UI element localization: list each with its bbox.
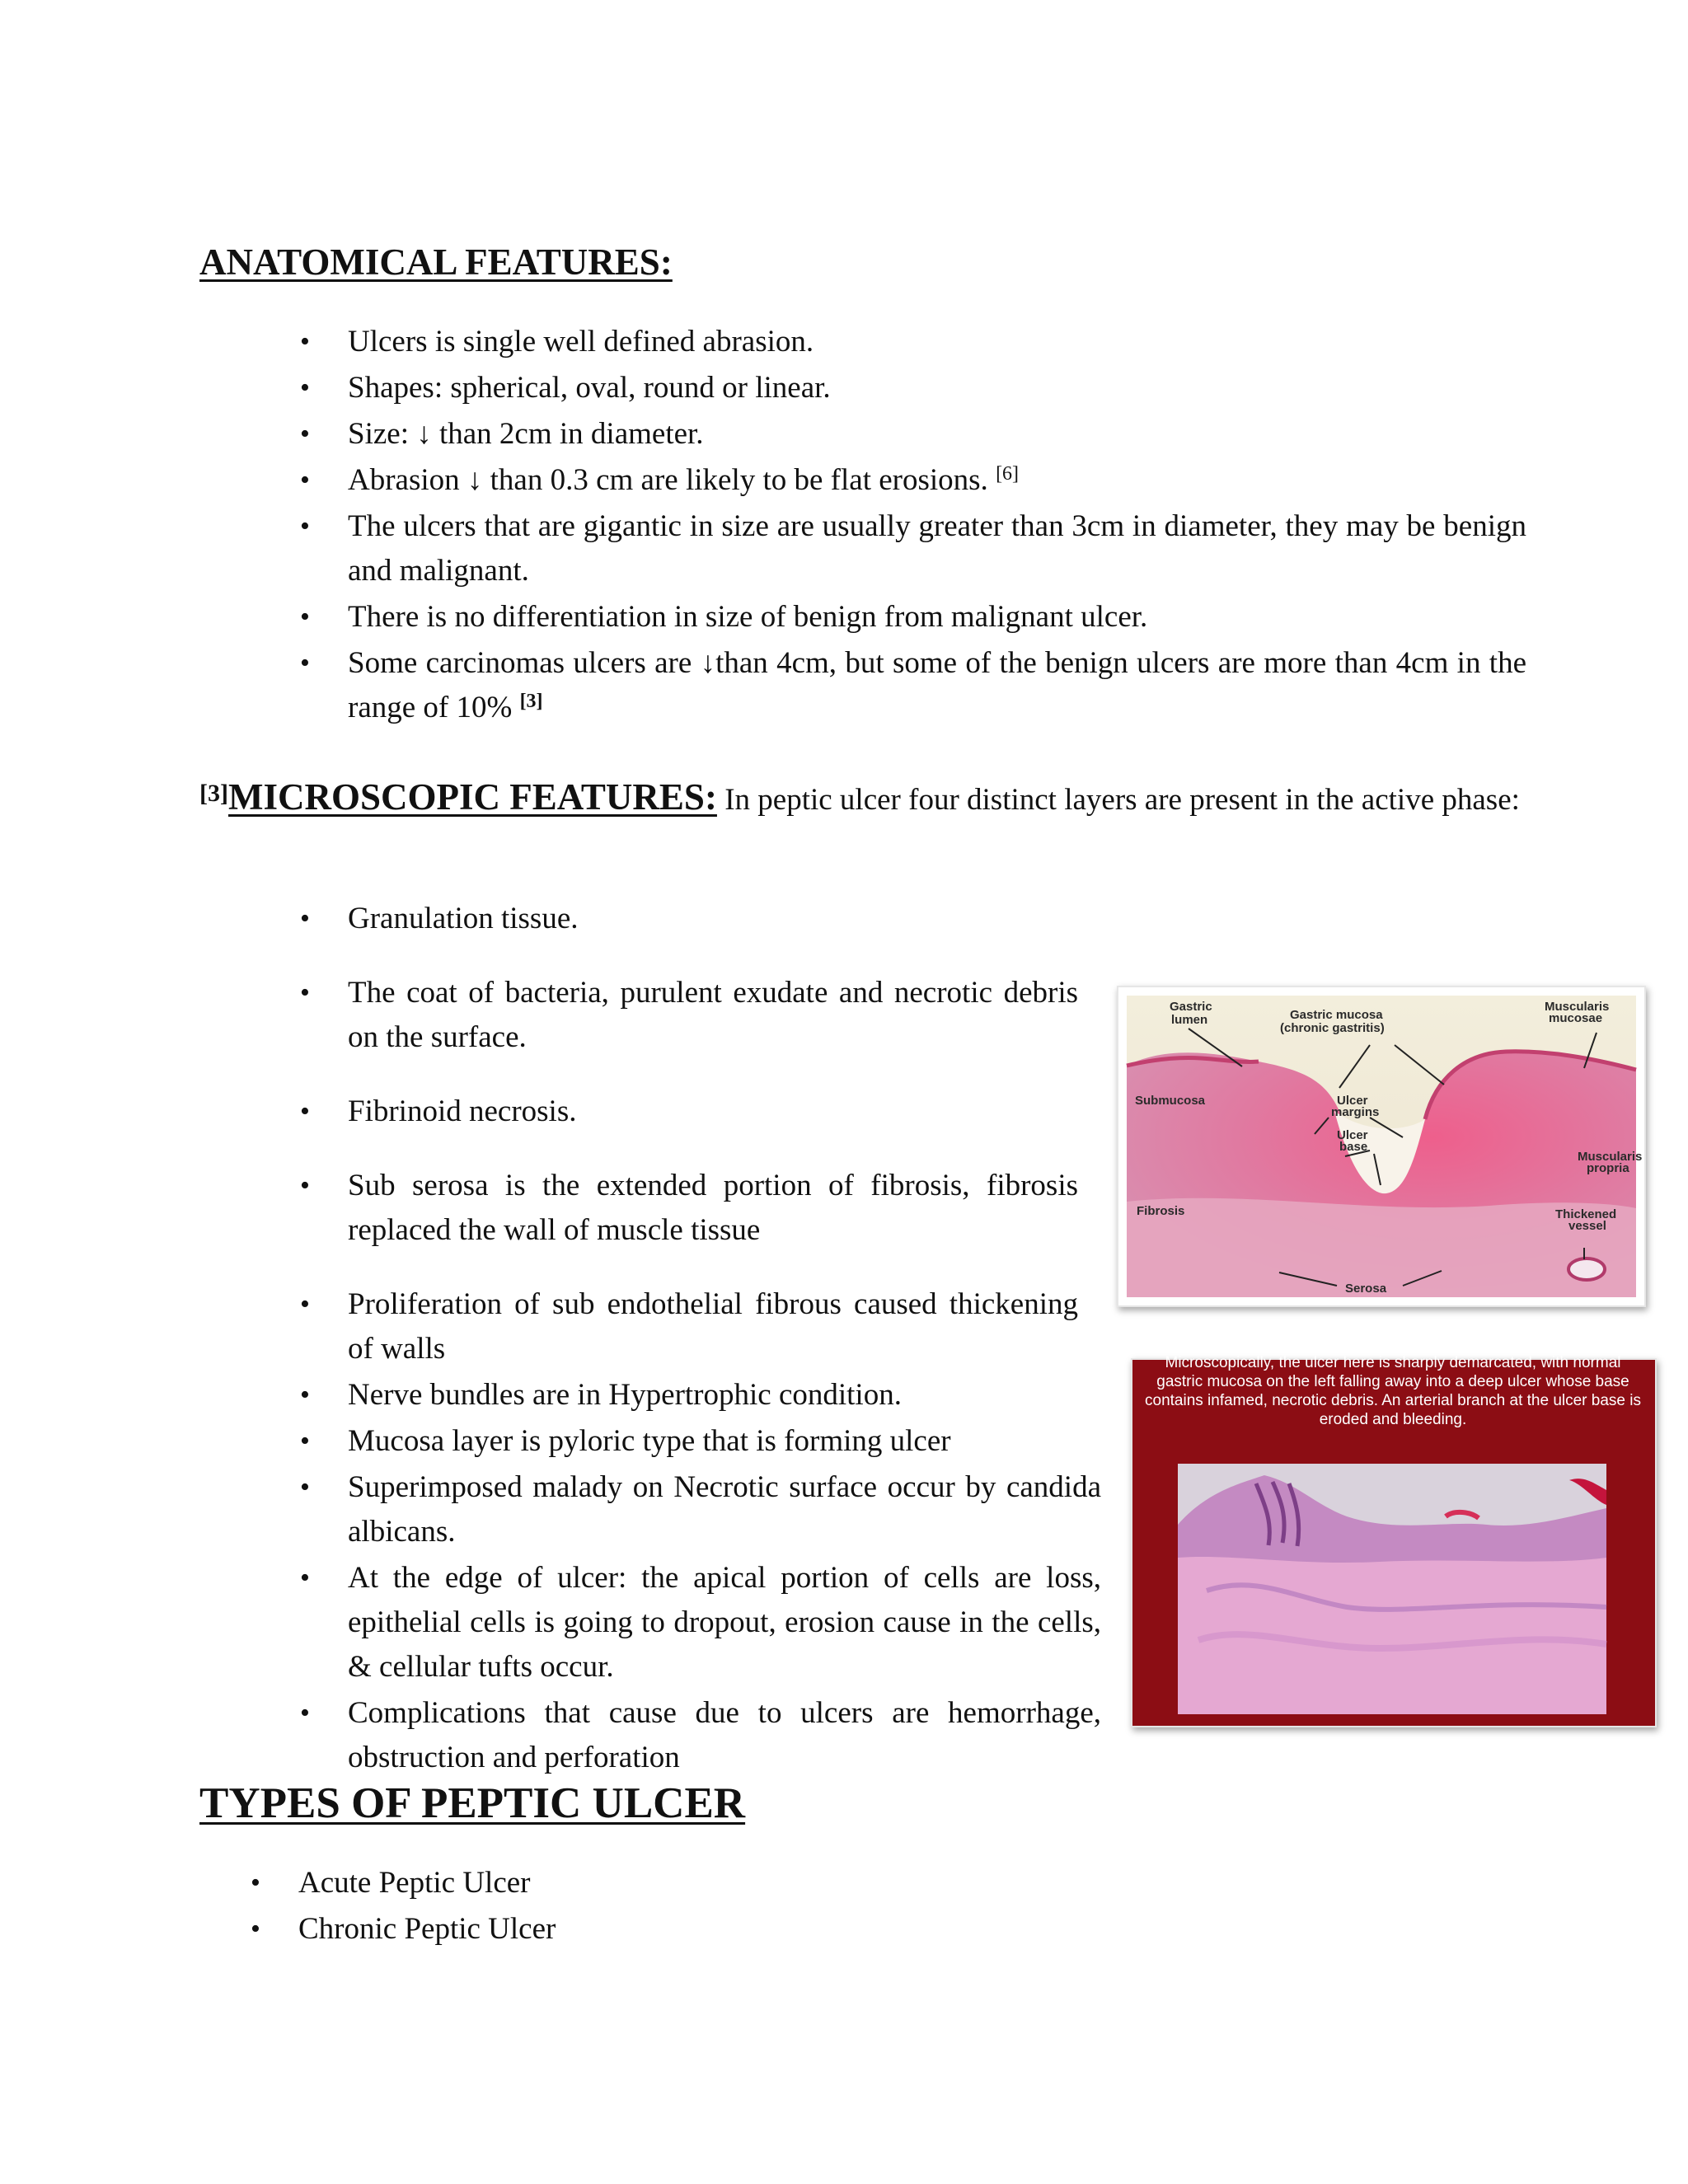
bullet-icon: • [300, 1096, 310, 1127]
label-muscularis-mucosae-2: mucosae [1549, 1011, 1603, 1025]
label-ulcer-margins: Ulcer [1337, 1094, 1368, 1108]
figure2-caption: Microscopically, the ulcer here is sharply demarcated, with normal gastric mucosa on the left falling away into a deep ulcer whose base contains infamed, necrotic debris. An arterial branch at the ulcer base is eroded and bleeding. [1145, 1354, 1641, 1428]
bullet-icon: • [300, 1472, 310, 1502]
label-ulcer-base: Ulcer [1337, 1128, 1368, 1142]
list-item: • Superimposed malady on Necrotic surface occur by candida albicans. [348, 1465, 1101, 1554]
bullet-icon: • [300, 511, 310, 541]
microscopic-ulcer-image [1132, 1360, 1655, 1726]
list-item: • There is no differentiation in size of benign from malignant ulcer. [348, 595, 1526, 640]
microscopic-intro: In peptic ulcer four distinct layers are present in the active phase: [716, 783, 1520, 817]
list-item: • Size: ↓ than 2cm in diameter. [348, 412, 1526, 457]
bullet-icon: • [251, 1868, 260, 1898]
list-item: • Abrasion ↓ than 0.3 cm are likely to be flat erosions. [6] [348, 458, 1526, 503]
label-muscularis-propria: Muscularis [1578, 1150, 1643, 1164]
list-item: • The ulcers that are gigantic in size are usually greater than 3cm in diameter, they may be benign and malignant. [348, 504, 1526, 593]
bullet-icon: • [300, 903, 310, 934]
bullet-icon: • [300, 419, 310, 449]
bullet-icon: • [300, 373, 310, 403]
list-item: • Shapes: spherical, oval, round or linear. [348, 366, 1526, 410]
label-gastric-mucosa: Gastric mucosa [1290, 1008, 1383, 1022]
list-item: • Ulcers is single well defined abrasion. [348, 320, 1526, 364]
bullet-icon: • [300, 602, 310, 632]
bullet-icon: • [300, 1698, 310, 1728]
bullet-icon: • [300, 465, 310, 495]
list-item: • Sub serosa is the extended portion of fibrosis, fibrosis replaced the wall of muscle tissue [348, 1164, 1078, 1253]
microscopic-paragraph [199, 775, 1526, 823]
bullet-icon: • [300, 1170, 310, 1201]
bullet-icon: • [300, 977, 310, 1008]
bullet-icon: • [300, 1289, 310, 1319]
list-item: • Some carcinomas ulcers are ↓than 4cm, but some of the benign ulcers are more than 4cm in the range of 10% [3] [348, 641, 1526, 730]
label-ulcer-base-2: base [1339, 1140, 1368, 1154]
reference-mark: [3] [199, 780, 228, 807]
list-item: • The coat of bacteria, purulent exudate and necrotic debris on the surface. [348, 971, 1078, 1060]
reference-mark: [3] [519, 691, 543, 712]
bullet-icon: • [251, 1914, 260, 1944]
types-heading: TYPES OF PEPTIC ULCER [199, 1779, 746, 1827]
bullet-icon: • [300, 648, 310, 678]
types-list [251, 1861, 1040, 1952]
label-serosa: Serosa [1345, 1282, 1387, 1296]
bullet-icon: • [300, 1563, 310, 1593]
list-item: • Complications that cause due to ulcers are hemorrhage, obstruction and perforation [348, 1691, 1101, 1780]
list-item: • Chronic Peptic Ulcer [298, 1907, 1040, 1952]
microscopic-ulcer-figure [1131, 1354, 1657, 1727]
label-thickened-vessel: Thickened [1555, 1207, 1617, 1221]
label-thickened-vessel-2: vessel [1568, 1219, 1606, 1233]
label-gastric-mucosa-2: (chronic gastritis) [1280, 1021, 1385, 1035]
label-submucosa: Submucosa [1135, 1094, 1206, 1108]
list-item: • Nerve bundles are in Hypertrophic condition. [348, 1373, 1448, 1418]
reference-mark: [6] [996, 463, 1020, 485]
label-muscularis-propria-2: propria [1587, 1161, 1629, 1175]
anatomical-list [300, 320, 1526, 730]
list-item: • Proliferation of sub endothelial fibrous caused thickening of walls [348, 1282, 1078, 1371]
list-item: • Mucosa layer is pyloric type that is forming ulcer [348, 1419, 1448, 1464]
ulcer-histology-image [1118, 987, 1644, 1305]
bullet-icon: • [300, 1380, 310, 1410]
bullet-icon: • [300, 326, 310, 357]
microscopic-heading: MICROSCOPIC FEATURES: [227, 776, 717, 818]
label-gastric-lumen: Gastric [1170, 1000, 1212, 1014]
ulcer-histology-figure [1117, 986, 1646, 1307]
label-ulcer-margins-2: margins [1331, 1105, 1380, 1119]
label-muscularis-mucosae: Muscularis [1545, 1000, 1610, 1014]
list-item: • At the edge of ulcer: the apical portion of cells are loss, epithelial cells is going to dropout, erosion cause in the cells, & cellular tufts occur. [348, 1556, 1101, 1690]
anatomical-heading: ANATOMICAL FEATURES: [199, 241, 673, 283]
label-fibrosis: Fibrosis [1137, 1204, 1185, 1218]
label-gastric-lumen-2: lumen [1171, 1013, 1208, 1027]
bullet-icon: • [300, 1426, 310, 1456]
list-item: • Fibrinoid necrosis. [348, 1090, 1448, 1134]
list-item: • Acute Peptic Ulcer [298, 1861, 1040, 1905]
list-item: • Granulation tissue. [348, 897, 1448, 941]
